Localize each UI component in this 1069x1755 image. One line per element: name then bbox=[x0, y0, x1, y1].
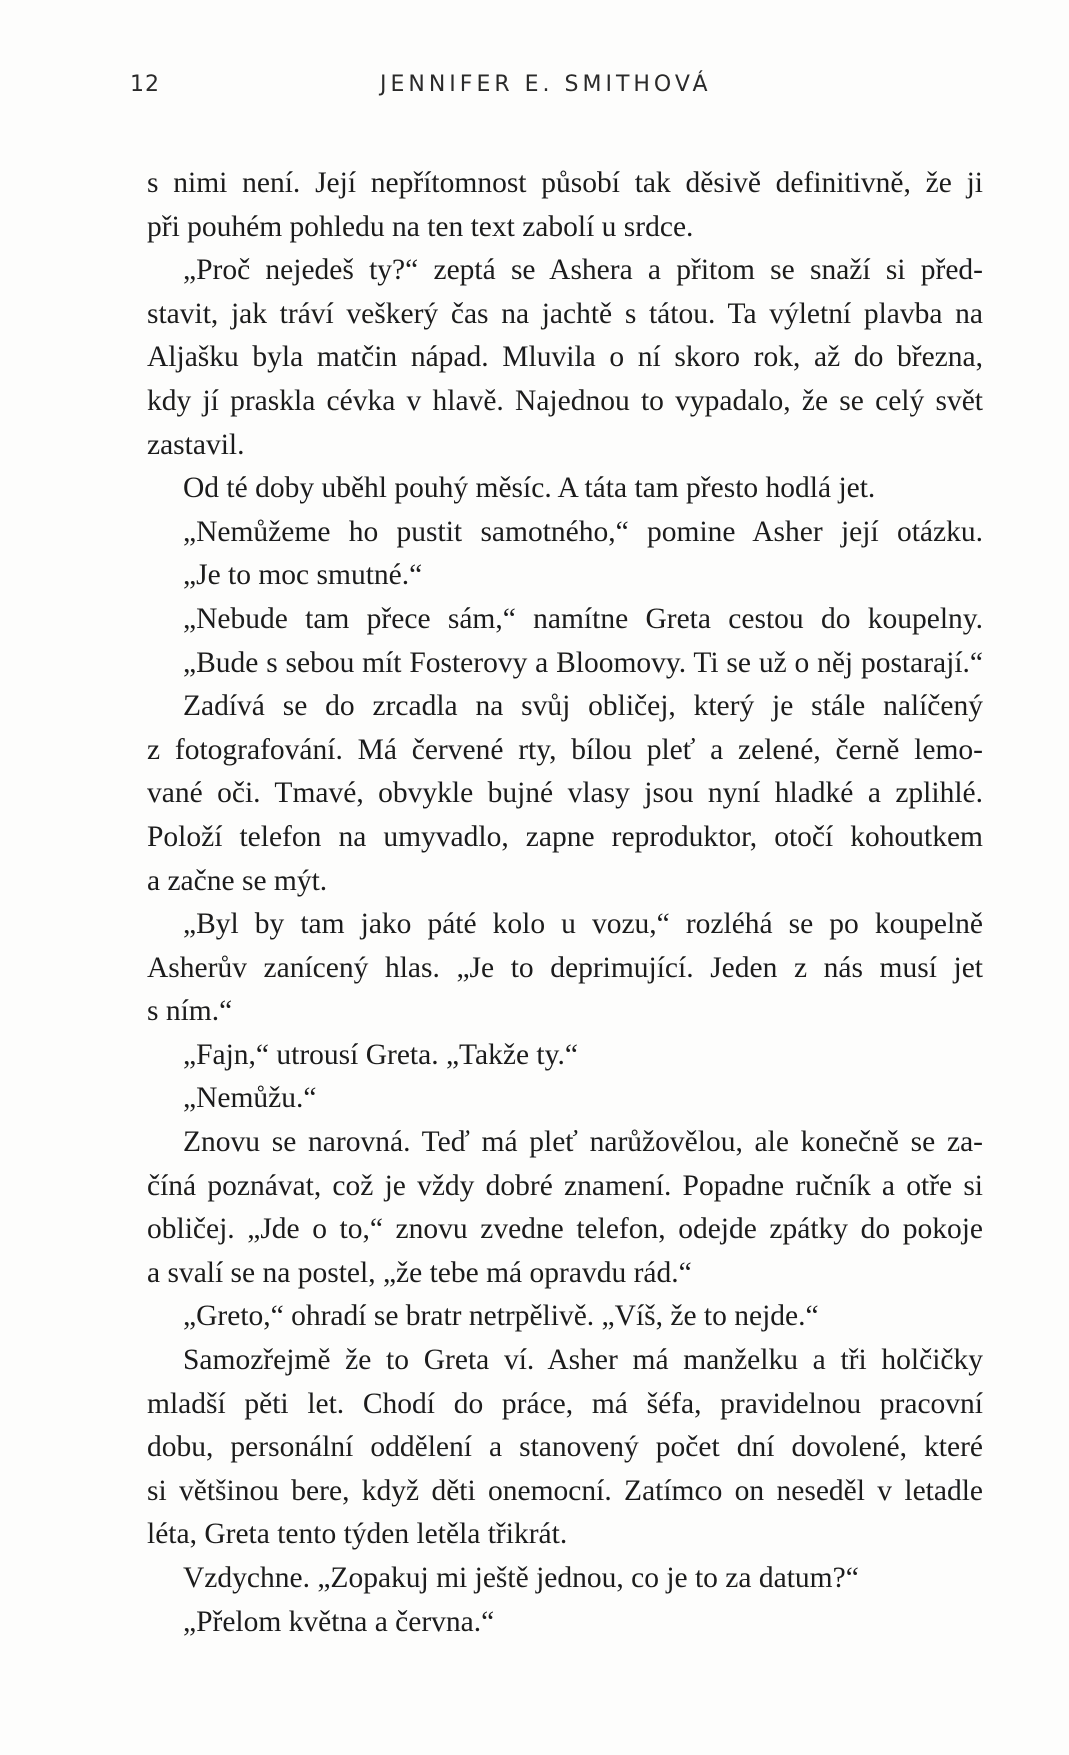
text-line: s nimi není. Její nepřítomnost působí tak děsivě definitivně, že ji bbox=[147, 167, 983, 199]
text-line: při pouhém pohledu na ten text zabolí u srdce. bbox=[147, 210, 694, 243]
text-line: „Nebude tam přece sám,“ namítne Greta cestou do koupelny. bbox=[183, 602, 983, 635]
text-line: Znovu se narovná. Teď má pleť narůžovělou, ale konečně se za- bbox=[183, 1126, 983, 1159]
text-line: léta, Greta tento týden letěla třikrát. bbox=[147, 1518, 568, 1551]
text-line: a svalí se na postel, „že tebe má opravdu rád.“ bbox=[147, 1256, 692, 1289]
text-line: Od té doby uběhl pouhý měsíc. A táta tam přesto hodlá jet. bbox=[183, 472, 876, 505]
text-line: stavit, jak tráví veškerý čas na jachtě s tátou. Ta výletní plavba na bbox=[147, 297, 983, 330]
text-line: kdy jí praskla cévka v hlavě. Najednou to vypadalo, že se celý svět bbox=[147, 384, 983, 417]
text-line: a začne se mýt. bbox=[147, 864, 328, 897]
text-line: vané oči. Tmavé, obvykle bujné vlasy jsou nyní hladké a zplihlé. bbox=[147, 777, 983, 810]
text-line: „Bude s sebou mít Fosterovy a Bloomovy. Ti se už o něj postarají.“ bbox=[183, 646, 983, 679]
text-line: číná poznávat, což je vždy dobré znamení. Popadne ručník a otře si bbox=[147, 1169, 983, 1202]
text-line: Zadívá se do zrcadla na svůj obličej, který je stále nalíčený bbox=[183, 690, 983, 723]
running-head: JENNIFER E. SMITHOVÁ bbox=[380, 72, 712, 97]
text-line: dobu, personální oddělení a stanovený počet dní dovolené, které bbox=[147, 1431, 983, 1464]
text-line: „Byl by tam jako páté kolo u vozu,“ rozléhá se po koupelně bbox=[183, 908, 983, 941]
text-line: „Přelom května a června.“ bbox=[183, 1605, 495, 1638]
text-line: Položí telefon na umyvadlo, zapne reproduktor, otočí kohoutkem bbox=[147, 820, 983, 853]
text-line: „Je to moc smutné.“ bbox=[183, 559, 423, 592]
text-line: s ním.“ bbox=[147, 995, 233, 1028]
page-header bbox=[130, 72, 980, 112]
text-line: „Proč nejedeš ty?“ zeptá se Ashera a přitom se snaží si před- bbox=[183, 254, 983, 287]
text-line: zastavil. bbox=[147, 428, 245, 461]
text-line: Samozřejmě že to Greta ví. Asher má manželku a tři holčičky bbox=[183, 1344, 983, 1377]
text-line: Aljašku byla matčin nápad. Mluvila o ní skoro rok, až do března, bbox=[147, 341, 983, 374]
text-line: Vzdychne. „Zopakuj mi ještě jednou, co je to za datum?“ bbox=[183, 1562, 859, 1594]
text-line: „Nemůžeme ho pustit samotného,“ pomine Asher její otázku. bbox=[183, 515, 983, 548]
text-line: Asherův zanícený hlas. „Je to deprimující. Jeden z nás musí jet bbox=[147, 951, 983, 984]
text-line: „Greto,“ ohradí se bratr netrpělivě. „Víš, že to nejde.“ bbox=[183, 1300, 819, 1333]
text-line: „Nemůžu.“ bbox=[183, 1082, 317, 1115]
page-number: 12 bbox=[130, 72, 160, 97]
text-line: obličej. „Jde o to,“ znovu zvedne telefon, odejde zpátky do pokoje bbox=[147, 1213, 983, 1246]
text-line: z fotografování. Má červené rty, bílou pleť a zelené, černě lemo- bbox=[147, 733, 983, 766]
body-text bbox=[147, 162, 983, 1644]
text-line: si většinou bere, když děti onemocní. Zatímco on neseděl v letadle bbox=[147, 1474, 983, 1507]
text-line: mladší pěti let. Chodí do práce, má šéfa, pravidelnou pracovní bbox=[147, 1387, 983, 1420]
text-line: „Fajn,“ utrousí Greta. „Takže ty.“ bbox=[183, 1038, 578, 1071]
